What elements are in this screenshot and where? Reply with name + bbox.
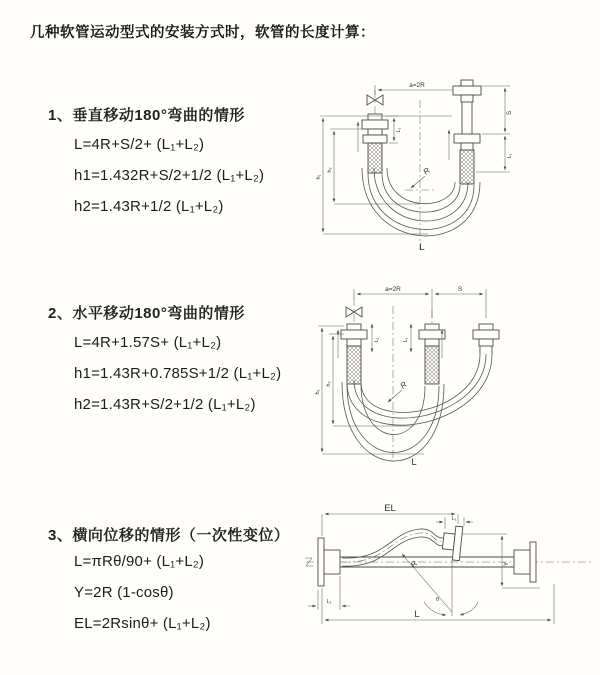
hose-arcs — [342, 354, 492, 461]
dimension-s — [482, 86, 513, 134]
section-2-heading: 2、水平移动180°弯曲的情形 — [48, 305, 245, 322]
dim-y-label: Y — [503, 561, 510, 567]
radius-label: R — [421, 165, 432, 177]
length-label: L — [419, 242, 425, 253]
displaced-hose — [342, 529, 443, 566]
braided-hose-section — [460, 150, 474, 184]
radius-label: R — [398, 379, 409, 391]
section-3-formula-y: Y=2R (1-cosθ) — [74, 584, 174, 601]
dimension-l1-right — [476, 136, 513, 172]
dim-l1-label: L₁ — [451, 516, 457, 522]
left-flange — [318, 538, 340, 586]
dimension-l — [322, 584, 554, 624]
dim-l1-label: L₁ — [507, 153, 513, 159]
dimension-l1-middle — [403, 324, 411, 352]
dim-l1-label: L₁ — [396, 127, 402, 133]
braided-hose-section — [347, 346, 361, 384]
diagram-horizontal-180-bend — [314, 282, 518, 468]
dimension-h1-outer — [316, 116, 452, 234]
theta-label: θ — [436, 597, 440, 603]
dimension-a-2r — [354, 286, 486, 318]
dim-l1-label: L₁ — [326, 599, 332, 605]
dim-h2-label: h₂ — [326, 381, 332, 387]
centerlines — [354, 298, 432, 462]
dim-l-label: L — [414, 609, 420, 620]
length-label: L — [411, 457, 417, 468]
theta-angle — [424, 597, 478, 615]
section-3-formula-l: L=πRθ/90+ (L₁+L₂) — [74, 553, 205, 570]
braided-hose-section — [368, 143, 382, 173]
section-2-formula-l: L=4R+1.57S+ (L₁+L₂) — [74, 334, 222, 351]
section-2-formula-h1: h1=1.43R+0.785S+1/2 (L₁+L₂) — [74, 365, 282, 382]
dim-l1-label: L₁ — [374, 337, 380, 343]
section-1-formula-l: L=4R+S/2+ (L₁+L₂) — [74, 136, 205, 153]
dim-a-label: a=2R — [409, 82, 425, 89]
section-2-formula-h2: h2=1.43R+S/2+1/2 (L₁+L₂) — [74, 396, 256, 413]
section-1-formula-h1: h1=1.432R+S/2+1/2 (L₁+L₂) — [74, 167, 265, 184]
middle-end-fitting — [419, 324, 445, 384]
section-1-heading: 1、垂直移动180°弯曲的情形 — [48, 107, 245, 124]
left-end-fitting — [341, 324, 367, 384]
section-1-formula-h2: h2=1.43R+1/2 (L₁+L₂) — [74, 198, 224, 215]
dimension-a-2r — [375, 82, 460, 95]
dimension-l1-bottom — [308, 576, 350, 610]
dim-h1-label: h₁ — [315, 389, 321, 395]
dimension-s — [435, 286, 483, 294]
dim-a-label: a=2R — [385, 286, 401, 293]
dimension-l1-top — [436, 516, 473, 529]
right-end-fitting-moved — [473, 324, 499, 354]
radius-label: R — [408, 559, 420, 570]
upper-flange-displaced — [441, 525, 462, 561]
dim-s-label: S — [457, 286, 463, 293]
right-flange-original — [514, 542, 536, 582]
braided-hose-section — [425, 346, 439, 384]
dimension-h1-outer — [315, 326, 424, 454]
dimension-l1-left — [372, 324, 380, 352]
dim-h1-label: h₁ — [316, 174, 322, 180]
dimension-el — [322, 503, 458, 536]
section-3-formula-el: EL=2Rsinθ+ (L₁+L₂) — [74, 615, 211, 632]
dim-l1-label: L₁ — [403, 337, 409, 343]
page-title: 几种软管运动型式的安装方式时，软管的长度计算： — [30, 25, 375, 41]
right-end-fitting-lower — [454, 134, 480, 184]
radius-callout — [411, 166, 432, 188]
diagram-lateral-displacement — [302, 502, 598, 634]
section-3-heading: 3、横向位移的情形（一次性变位） — [48, 527, 290, 544]
diagram-vertical-180-bend — [312, 72, 532, 256]
dim-el-label: EL — [384, 503, 396, 514]
radius-construction — [402, 554, 452, 616]
dim-s-label: S — [506, 110, 513, 116]
right-end-fitting-upper — [453, 80, 481, 134]
dim-h2-label: h₂ — [327, 167, 333, 173]
left-end-fitting — [362, 114, 388, 173]
radius-callout — [388, 380, 409, 402]
